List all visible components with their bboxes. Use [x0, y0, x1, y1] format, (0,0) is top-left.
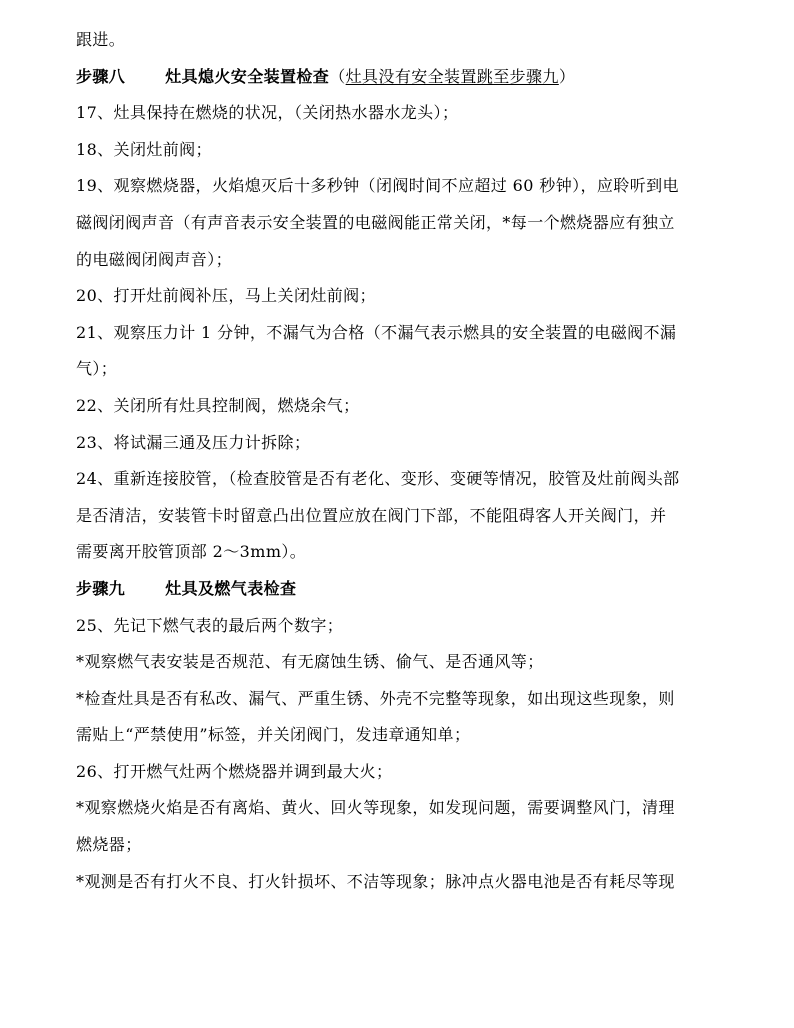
text-line: 20、打开灶前阀补压，马上关闭灶前阀；: [76, 286, 376, 306]
text-line: 25、先记下燃气表的最后两个数字；: [76, 615, 344, 635]
text-line: 需要离开胶管顶部 2～3mm）。: [76, 542, 307, 562]
step-8-label: 步骤八: [76, 66, 126, 86]
document-page: [76, 30, 766, 908]
text-line: 是否清洁，安装管卡时留意凸出位置应放在阀门下部，不能阻碍客人开关阀门，并: [76, 505, 667, 525]
text-line: 24、重新连接胶管，（检查胶管是否有老化、变形、变硬等情况，胶管及灶前阀头部: [76, 469, 680, 489]
step-8-title: 灶具熄火安全装置检查: [165, 66, 330, 86]
text-line: 气）；: [76, 359, 118, 379]
step-9-title: 灶具及燃气表检查: [165, 578, 297, 598]
text-line: 燃烧器；: [76, 835, 142, 855]
step-8-note-close: ）: [558, 66, 576, 86]
text-line: *观察燃烧火焰是否有离焰、黄火、回火等现象，如发现问题，需要调整风门，清理: [76, 798, 675, 818]
text-line: *检查灶具是否有私改、漏气、严重生锈、外壳不完整等现象，如出现这些现象，则: [76, 688, 675, 708]
text-line: 26、打开燃气灶两个燃烧器并调到最大火；: [76, 761, 393, 781]
step-8-note: 灶具没有安全装置跳至步骤九: [345, 66, 559, 86]
text-line: 23、将试漏三通及压力计拆除；: [76, 432, 311, 452]
step-9-heading: [76, 579, 766, 598]
text-line: 磁阀闭阀声音（有声音表示安全装置的电磁阀能正常关闭，*每一个燃烧器应有独立: [76, 212, 675, 232]
text-line: 21、观察压力计 1 分钟，不漏气为合格（不漏气表示燃具的安全装置的电磁阀不漏: [76, 322, 677, 342]
text-line: *观察燃气表安装是否规范、有无腐蚀生锈、偷气、是否通风等；: [76, 652, 544, 672]
text-line: 22、关闭所有灶具控制阀，燃烧余气；: [76, 395, 360, 415]
text-line: 19、观察燃烧器，火焰熄灭后十多秒钟（闭阀时间不应超过 60 秒钟），应聆听到电: [76, 176, 679, 196]
text-line: *观测是否有打火不良、打火针损坏、不洁等现象；脉冲点火器电池是否有耗尽等现: [76, 871, 675, 891]
step-8-heading: [76, 67, 766, 86]
step-8-note-open: （: [329, 66, 346, 86]
text-line: 18、关闭灶前阀；: [76, 139, 212, 159]
text-line: 17、灶具保持在燃烧的状况，（关闭热水器水龙头）；: [76, 103, 459, 123]
text-line: 的电磁阀闭阀声音）；: [76, 249, 233, 269]
step-9-label: 步骤九: [76, 578, 126, 598]
text-line: 跟进。: [76, 30, 126, 49]
text-line: 需贴上“严禁使用”标签，并关闭阀门，发违章通知单；: [76, 725, 471, 745]
